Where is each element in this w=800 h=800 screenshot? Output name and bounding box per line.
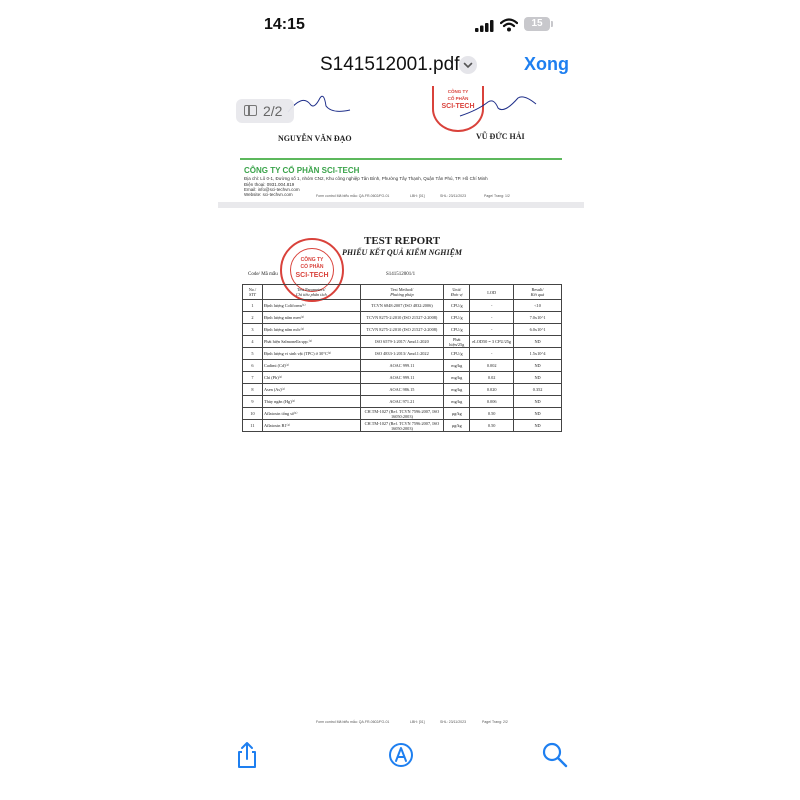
table-row	[243, 312, 562, 324]
col-method: Test Method/ Phương pháp	[360, 285, 444, 300]
cell-lod: 0.02	[470, 372, 514, 384]
search-icon	[540, 740, 570, 770]
battery-indicator	[524, 17, 550, 31]
page2-page-number: Page/ Trang: 2/2	[482, 720, 508, 724]
page-indicator[interactable]	[236, 99, 294, 123]
cell-no: 11	[243, 420, 263, 432]
chevron-down-icon	[459, 56, 477, 74]
table-row	[243, 348, 562, 360]
pdf-page-2	[218, 208, 584, 732]
cell-result: 6.0x10^1	[514, 324, 562, 336]
cell-result: ND	[514, 336, 562, 348]
cell-parameter: Aflatoxin tổng số⁽¹⁾	[262, 408, 360, 420]
cell-result: <10	[514, 300, 562, 312]
cell-result: 0.352	[514, 384, 562, 396]
document-title[interactable]: S141512001.pdf	[320, 54, 460, 75]
cell-result: ND	[514, 420, 562, 432]
page1-page-number: Page/ Trang: 1/2	[484, 194, 510, 198]
bottom-toolbar	[218, 732, 584, 800]
report-subtitle: PHIẾU KẾT QUẢ KIỂM NGHIỆM	[342, 248, 463, 257]
cell-lod: -	[470, 348, 514, 360]
sidebar-icon	[244, 105, 257, 116]
page2-date: SHL: 23/11/2023	[440, 720, 467, 724]
table-row	[243, 372, 562, 384]
pdf-viewer-screen	[218, 0, 584, 800]
cell-parameter: Định lượng vi sinh vật (TPC) ở 30°C⁽¹⁾	[262, 348, 360, 360]
cell-no: 6	[243, 360, 263, 372]
report-stamp: CÔNG TY CỔ PHẦN SCI-TECH	[280, 238, 344, 302]
cell-lod: -	[470, 300, 514, 312]
title-menu-button[interactable]	[459, 56, 477, 74]
col-lod: LOD	[470, 285, 514, 300]
table-row	[243, 324, 562, 336]
page-indicator-text: 2/2	[263, 103, 283, 119]
cell-no: 1	[243, 300, 263, 312]
cellular-signal-icon	[475, 20, 495, 32]
nav-bar	[218, 46, 584, 84]
page1-edition: LBH: [01]	[410, 194, 425, 198]
cell-method: AOAC 999.11	[360, 360, 444, 372]
cell-lod: 0.50	[470, 408, 514, 420]
table-row	[243, 336, 562, 348]
cell-parameter: Cadimi (Cd)⁽¹⁾	[262, 360, 360, 372]
cell-method: CH.TM-1027 (Ref. TCVN 7596:2007, ISO 16050:2003)	[360, 408, 444, 420]
cell-unit: CFU/g	[444, 300, 470, 312]
signer-left-name: NGUYỄN VĂN ĐẠO	[278, 134, 352, 143]
col-result: Result/ Kết quả	[514, 285, 562, 300]
cell-method: AOAC 986.15	[360, 384, 444, 396]
signature-right	[458, 92, 538, 122]
cell-method: AOAC 999.11	[360, 372, 444, 384]
table-row	[243, 384, 562, 396]
page2-edition: LBH: [01]	[410, 720, 425, 724]
done-button[interactable]: Xong	[524, 54, 569, 74]
table-row	[243, 300, 562, 312]
table-row	[243, 396, 562, 408]
cell-lod: 0.50	[470, 420, 514, 432]
cell-lod: -	[470, 312, 514, 324]
company-stamp: CÔNG TY CỔ PHẦN SCI-TECH	[432, 86, 484, 132]
cell-unit: CFU/g	[444, 348, 470, 360]
table-row	[243, 420, 562, 432]
cell-unit: mg/kg	[444, 384, 470, 396]
signer-right-name: VŨ ĐỨC HẢI	[476, 132, 525, 141]
cell-method: TCVN 8275-2:2010 (ISO 21527-2:2008)	[360, 312, 444, 324]
cell-parameter: Định lượng nấm men⁽¹⁾	[262, 312, 360, 324]
cell-result: 1.5x10^4	[514, 348, 562, 360]
cell-parameter: Aflatoxin B1⁽¹⁾	[262, 420, 360, 432]
cell-lod: 0.020	[470, 384, 514, 396]
status-time: 14:15	[264, 16, 305, 33]
cell-method: TCVN 8275-2:2010 (ISO 21527-2:2008)	[360, 324, 444, 336]
cell-unit: µg/kg	[444, 408, 470, 420]
cell-no: 7	[243, 372, 263, 384]
cell-no: 8	[243, 384, 263, 396]
cell-parameter: Chì (Pb)⁽¹⁾	[262, 372, 360, 384]
cell-result: ND	[514, 360, 562, 372]
report-title: TEST REPORT	[364, 235, 441, 247]
cell-method: TCVN 6848:2007 (ISO 4832:2006)	[360, 300, 444, 312]
cell-no: 3	[243, 324, 263, 336]
cell-no: 5	[243, 348, 263, 360]
page1-date: SHL: 23/11/2023	[440, 194, 467, 198]
cell-lod: eLOD50 = 3 CFU/25g	[470, 336, 514, 348]
cell-method: ISO 4833-1:2013/ Amd.1:2022	[360, 348, 444, 360]
page1-form-code: Form control Mã biểu mẫu: QA.FR-0602/FO-01	[316, 194, 390, 198]
company-name: CÔNG TY CỔ PHẦN SCI-TECH	[244, 166, 360, 175]
battery-level: 15	[531, 18, 543, 29]
col-no: No./ STT	[243, 285, 263, 300]
cell-no: 10	[243, 408, 263, 420]
cell-parameter: Định lượng nấm mốc⁽¹⁾	[262, 324, 360, 336]
company-phone: Điện thoại: 0931.004.819	[244, 182, 295, 187]
search-button[interactable]	[540, 740, 570, 770]
cell-method: CH.TM-1027 (Ref. TCVN 7596:2007, ISO 16050:2003)	[360, 420, 444, 432]
table-header-row	[243, 285, 562, 300]
markup-icon	[386, 740, 416, 770]
cell-lod: -	[470, 324, 514, 336]
document-scroll-area[interactable]	[218, 86, 584, 732]
table-row	[243, 360, 562, 372]
cell-result: ND	[514, 408, 562, 420]
share-icon	[232, 740, 262, 770]
cell-method: AOAC 971.21	[360, 396, 444, 408]
cell-lod: 0.006	[470, 396, 514, 408]
battery-tip	[551, 21, 553, 27]
cell-unit: mg/kg	[444, 360, 470, 372]
cell-lod: 0.002	[470, 360, 514, 372]
cell-result: 7.0x10^1	[514, 312, 562, 324]
cell-result: ND	[514, 396, 562, 408]
company-address: Địa chỉ: Lô 0-1, Đường số 1, nhóm CN2, Khu công nghiệp Tân Bình, Phường Tây Thạnh, Quận Tân Phú, TP. Hồ Chí Minh	[244, 176, 488, 181]
cell-unit: µg/kg	[444, 420, 470, 432]
cell-parameter: Định lượng Coliforms⁽¹⁾	[262, 300, 360, 312]
company-email: Email: info@sci-techvn.com	[244, 187, 300, 192]
col-unit: Unit/ Đơn vị	[444, 285, 470, 300]
table-row	[243, 408, 562, 420]
cell-unit: CFU/g	[444, 324, 470, 336]
results-table	[242, 284, 562, 432]
sample-code-value: S141512001/1	[386, 272, 416, 277]
cell-unit: mg/kg	[444, 372, 470, 384]
cell-no: 4	[243, 336, 263, 348]
markup-button[interactable]	[386, 740, 416, 770]
footer-divider	[240, 158, 562, 160]
wifi-icon	[500, 18, 518, 32]
cell-parameter: Thủy ngân (Hg)⁽¹⁾	[262, 396, 360, 408]
cell-unit: Phát hiện/25g	[444, 336, 470, 348]
page2-form-code: Form control Mã biểu mẫu: QA.FR-0602/FO-01	[316, 720, 390, 724]
company-website: Website: sci-techvn.com	[244, 192, 293, 197]
cell-parameter: Asen (As)⁽¹⁾	[262, 384, 360, 396]
cell-method: ISO 6579-1:2017/ Amd.1:2020	[360, 336, 444, 348]
col-parameter: Test Parameters/ Chỉ tiêu phân tích	[262, 285, 360, 300]
share-button[interactable]	[232, 740, 262, 770]
status-bar	[218, 0, 584, 50]
sample-code-label: Code/ Mã mẫu	[248, 272, 278, 277]
cell-unit: CFU/g	[444, 312, 470, 324]
cell-unit: mg/kg	[444, 396, 470, 408]
signature-left	[284, 90, 354, 120]
cell-parameter: Phát hiện Salmonella spp.⁽¹⁾	[262, 336, 360, 348]
cell-result: ND	[514, 372, 562, 384]
cell-no: 9	[243, 396, 263, 408]
cell-no: 2	[243, 312, 263, 324]
